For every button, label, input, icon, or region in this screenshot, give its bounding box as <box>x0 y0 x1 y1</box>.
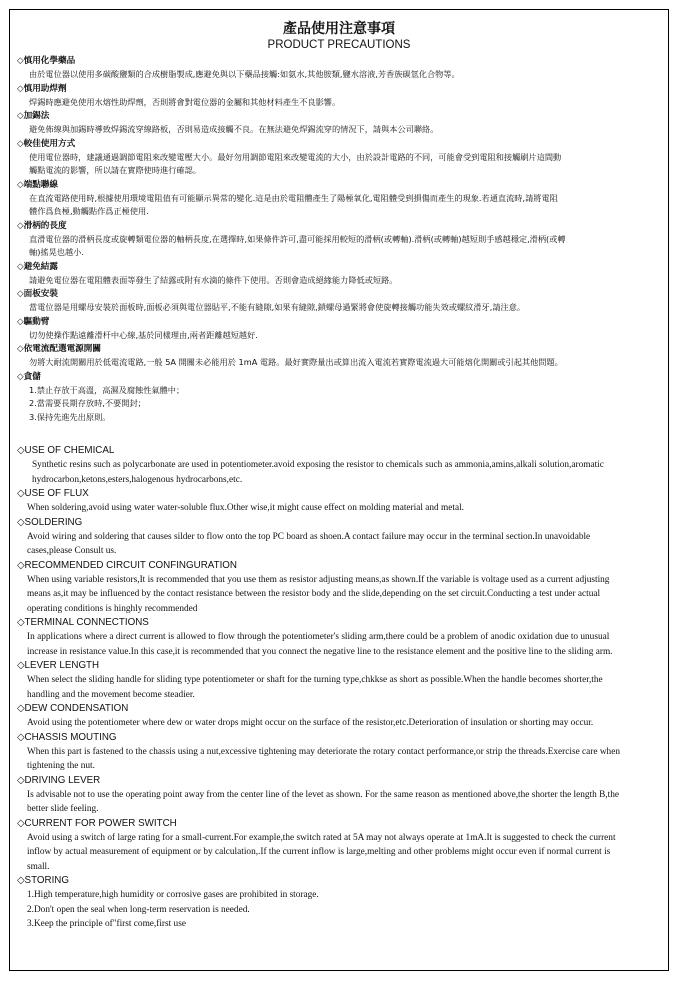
precaution-section <box>17 82 654 110</box>
precaution-section <box>17 516 654 559</box>
precaution-section <box>17 137 654 178</box>
body-line: cases,please Consult us. <box>27 546 117 556</box>
section-body <box>24 68 654 82</box>
section-heading: ◇USE OF FLUX <box>17 488 89 499</box>
section-heading: ◇RECOMMENDED CIRCUIT CONFINGURATION <box>17 559 237 571</box>
body-line: 焊錫時應避免使用水熔性助焊劑，否則將會對電位器的金屬和其他材料產生不良影響。 <box>29 96 341 107</box>
section-body <box>24 530 654 559</box>
body-line: 體作爲負極,動觸點作爲正極使用. <box>29 206 149 216</box>
body-line: hydrocarbon,ketons,esters,halogenous hydrocarbons,etc. <box>32 474 243 485</box>
body-line: 1.禁止存放于高溫，高濕及腐蝕性氣體中； <box>29 384 185 395</box>
section-heading: ◇DRIVING LEVER <box>17 774 101 786</box>
section-body <box>24 458 654 487</box>
precaution-section <box>17 659 654 702</box>
section-heading: ◇驅動臂 <box>17 316 50 327</box>
body-line: 1.High temperature,high humidity or corrosive gases are prohibited in storage. <box>27 890 319 900</box>
body-line: increase in resistance value.In this case,it is recommended that you connect the negative line to the resistance element and the positive line to the sliding arm. <box>27 646 613 657</box>
page-title-en: PRODUCT PRECAUTIONS <box>267 39 411 51</box>
precaution-section <box>17 178 654 219</box>
section-body <box>24 329 654 343</box>
page-title-zh: 產品使用注意事項 <box>283 21 395 37</box>
body-line: better slide feeling. <box>27 804 99 814</box>
section-heading: ◇DEW CONDENSATION <box>17 703 129 714</box>
precaution-section <box>17 109 654 137</box>
body-line: 在直流電路使用時,根據使用環境電阻值有可能顯示異常的變化.這是由於電阻體產生了陽極氧化,電阻體受到損傷而產生的現象.若通直流時,請將電阻 <box>29 192 558 203</box>
document-frame <box>9 9 669 971</box>
section-gap <box>24 424 654 444</box>
body-line: Synthetic resins such as polycarbonate are used in potentiometer.avoid exposing the resistor to chemicals such as ammonia,amins,alkali solution,aromatic <box>32 460 604 470</box>
section-body <box>24 384 654 425</box>
section-heading: ◇避免結露 <box>17 261 58 272</box>
precaution-section <box>17 817 654 875</box>
section-body <box>24 274 654 288</box>
section-body <box>24 96 654 110</box>
precaution-section <box>17 315 654 343</box>
precaution-section <box>17 874 654 932</box>
section-heading: ◇慎用化學藥品 <box>17 56 76 66</box>
precaution-section <box>17 444 654 487</box>
section-body <box>24 573 654 617</box>
precaution-section <box>17 287 654 315</box>
section-heading: ◇CHASSIS MOUTING <box>17 731 117 743</box>
section-body <box>24 888 654 932</box>
section-heading: ◇慎用助焊劑 <box>17 83 67 94</box>
section-body <box>24 716 654 731</box>
body-line: Avoid wiring and soldering that causes silder to flow onto the top PC board as shoen.A contact failure may occur in the terminal section.In unavoidable <box>27 531 591 542</box>
en-precautions <box>17 444 654 932</box>
section-body <box>24 151 654 178</box>
section-body <box>24 301 654 315</box>
body-line: 請避免電位器在電阻體表面等發生了結露或附有水滴的條件下使用。否則會造成絕緣能力降低或短路。 <box>29 274 398 285</box>
body-line: 3.Keep the principle of"first come,first use <box>27 919 186 929</box>
section-body <box>24 356 654 370</box>
precaution-section <box>17 616 654 659</box>
body-line: 使用電位器時，建議通過調節電阻來改變電壓大小。最好勿用調節電阻來改變電流的大小，由於設計電路的不同，可能會受到電阻和接觸刷片這間動 <box>29 151 562 162</box>
section-body <box>24 831 654 875</box>
body-line: 軸)搖晃也越小. <box>29 247 84 257</box>
body-line: inflow by actual measurement of equipment or by calculation,.If the current inflow is large,melting and other problems might occur even if normal current is <box>27 847 611 857</box>
body-line: small. <box>27 861 50 872</box>
section-body <box>24 192 654 219</box>
precaution-section <box>17 54 654 82</box>
section-heading: ◇端點聯線 <box>17 179 58 190</box>
body-line: 由於電位器以使用多碳酸鹽類的合成樹脂製成,應避免與以下藥品接觸:如氨水,其他胺類,鹽水溶液,芳香族碳氫化合物等。 <box>29 69 460 79</box>
body-line: Avoid using the potentiometer where dew or water drops might occur on the surface of the resistor,etc.Deterioration of insulation or shorting may occur. <box>27 718 594 728</box>
section-heading: ◇LEVER LENGTH <box>17 660 100 671</box>
body-line: 2.當需要長期存放時,不要開封； <box>29 398 146 408</box>
body-line: Avoid using a switch of large rating for a small-current.For example,the switch rated at 5A may not always operate at 1mA.It is suggested to check the current <box>27 832 616 843</box>
section-body <box>24 745 654 774</box>
body-line: When this part is fastened to the chassis using a nut,excessive tightening may deteriorate the rotary contact performance,or strip the threads.Exercise care when <box>27 746 620 757</box>
body-line: In applications where a direct current is allowed to flow through the potentiometer's sliding arm,there could be a problem of anodic oxidation due to unusual <box>27 632 610 642</box>
precaution-section <box>17 774 654 817</box>
body-line: When using variable resistors,It is recommended that you use them as resistor adjusting means,as shown.If the variable is voltage used as a current adjusting <box>27 574 610 585</box>
section-heading: ◇CURRENT FOR POWER SWITCH <box>17 817 177 829</box>
body-line: means as,it may be influenced by the contact resistance between the resistor body and the slide,depending on the set circuit.Conducting a test under actual <box>27 589 601 599</box>
precaution-section <box>17 342 654 370</box>
body-line: 當電位器是用螺母安裝於面板時,面板必須與電位器貼平,不能有縫隙,如果有縫隙,鎖螺母過緊將會使旋轉接觸功能失效或螺紋滑牙,請注意。 <box>29 302 526 312</box>
body-line: 直滑電位器的滑柄長度或旋轉類電位器的軸柄長度,在選擇時,如果條件許可,盡可能採用較短的滑柄(或轉軸).滑柄(或轉軸)越短則手感越穩定,滑柄(或轉 <box>29 233 566 244</box>
precaution-section <box>17 370 654 425</box>
precaution-section <box>17 260 654 288</box>
body-line: 2.Don't open the seal when long-term reservation is needed. <box>27 904 250 915</box>
body-line: When select the sliding handle for sliding type potentiometer or shaft for the turning type,chkkse as short as possible.When the handle becomes shorter,the <box>27 675 603 685</box>
zh-precautions <box>17 54 654 424</box>
section-heading: ◇USE OF CHEMICAL <box>17 445 115 456</box>
section-heading: ◇貪儲 <box>17 371 41 382</box>
body-line: When soldering,avoid using water water-soluble flux.Other wise,it might cause effect on molding material and metal. <box>27 503 464 513</box>
section-body <box>24 788 654 817</box>
section-body <box>24 630 654 659</box>
body-line: Is advisable not to use the operating point away from the center line of the levet as shown. For the same reason as mentioned above,the shorter the length B,the <box>27 789 619 800</box>
body-line: operating conditions is hinghly recommended <box>27 603 198 614</box>
body-line: 勿將大耐流開關用於低電流電路,一般 5A 開關未必能用於 1mA 電路。最好實際量出或算出流入電流若實際電流過大可能熔化開關或引起其他問題。 <box>29 357 563 367</box>
precaution-section <box>17 219 654 260</box>
precaution-section <box>17 702 654 731</box>
section-heading: ◇TERMINAL CONNECTIONS <box>17 617 149 628</box>
section-body <box>24 233 654 260</box>
precaution-section <box>17 559 654 617</box>
section-heading: ◇較佳使用方式 <box>17 138 76 149</box>
section-body <box>24 123 654 137</box>
section-heading: ◇SOLDERING <box>17 516 83 528</box>
section-heading: ◇滑柄的長度 <box>17 220 67 231</box>
body-line: 避免佈線與加錫時導致焊錫流穿線路板，否則易造成接觸不良。在無法避免焊錫流穿的情況下，請與本公司聯絡。 <box>29 124 439 134</box>
body-line: tightening the nut. <box>27 761 95 771</box>
body-line: 切勿使操作點遠離滑杆中心線,基於同樣理由,兩者距離越短越好. <box>29 329 258 340</box>
section-heading: ◇面板安裝 <box>17 289 58 299</box>
section-heading: ◇加錫法 <box>17 111 50 121</box>
section-heading: ◇依電流配選電源開關 <box>17 344 101 354</box>
section-body <box>24 501 654 516</box>
body-line: 觸點電流的影響，所以請在實際使時進行確認。 <box>29 165 201 175</box>
section-body <box>24 673 654 702</box>
precaution-section <box>17 487 654 516</box>
body-line: 3.保持先進先出原則。 <box>29 411 111 422</box>
section-heading: ◇STORING <box>17 875 69 886</box>
precaution-section <box>17 731 654 774</box>
body-line: handling and the movement become steadier. <box>27 689 195 700</box>
